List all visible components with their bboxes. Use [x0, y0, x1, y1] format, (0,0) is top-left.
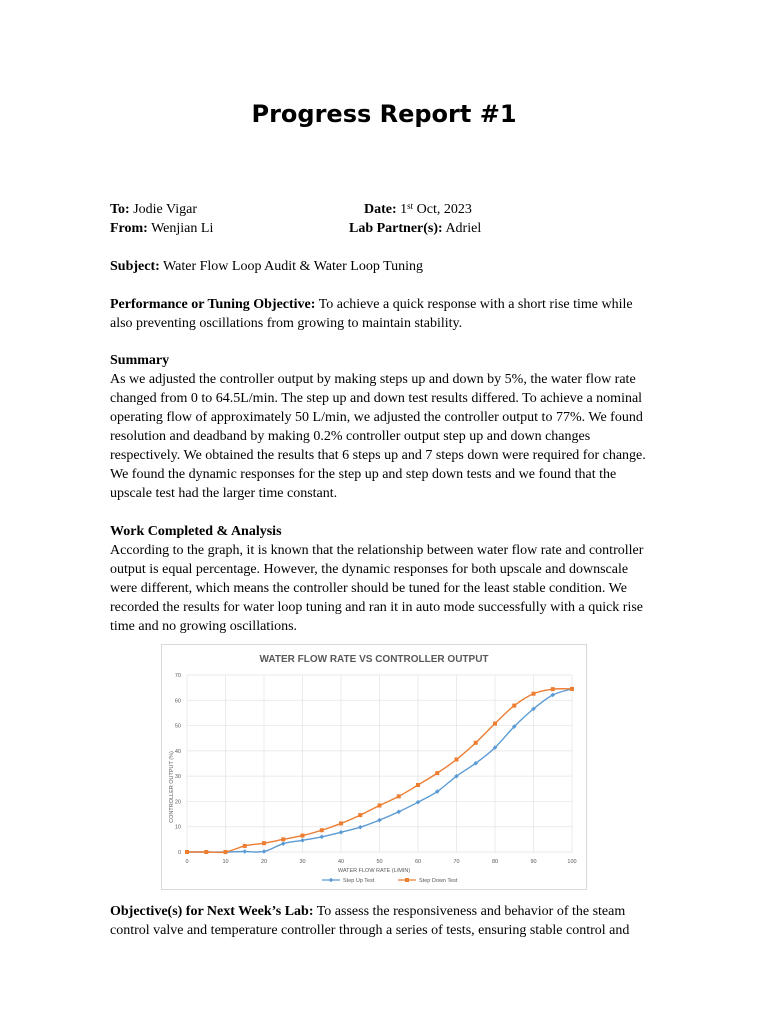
y-tick-label: 0	[177, 850, 181, 856]
step-down-point	[532, 692, 536, 696]
step-up-point	[281, 841, 286, 846]
x-tick-label: 10	[222, 859, 229, 865]
date-line	[364, 200, 472, 219]
step-down-point	[320, 828, 324, 832]
step-down-point	[474, 741, 478, 745]
subject-value: Water Flow Loop Audit & Water Loop Tuning	[163, 259, 424, 274]
x-tick-label: 100	[567, 859, 577, 865]
next-week-text: To assess the responsiveness and behavior of the steam control valve and temperature controller through a series of tests, ensuring stable control and	[110, 904, 630, 938]
step-up-point	[300, 838, 305, 843]
summary-section	[110, 351, 658, 503]
objective-text: To achieve a quick response with a short rise time while also preventing oscillations from growing to maintain stability.	[110, 297, 633, 331]
step-up-point	[396, 809, 401, 814]
step-up-point	[377, 818, 382, 823]
next-week-label: Objective(s) for Next Week’s Lab:	[110, 904, 314, 919]
step-down-point	[281, 837, 285, 841]
subject-label: Subject:	[110, 259, 160, 274]
legend-label: Step Up Test	[343, 878, 375, 884]
step-down-point	[551, 687, 555, 691]
step-down-point	[262, 841, 266, 845]
from-label: From:	[110, 221, 148, 236]
x-tick-label: 60	[414, 859, 422, 865]
legend-label: Step Down Test	[419, 878, 458, 884]
from-value: Wenjian Li	[151, 221, 214, 236]
step-down-point	[224, 850, 228, 854]
legend-marker	[329, 878, 334, 883]
objective-paragraph	[110, 295, 658, 333]
x-tick-label: 20	[260, 859, 268, 865]
work-text: According to the graph, it is known that the relationship between water flow rate and controller output is equal percentage. However, the dynamic responses for both upscale and downscale were different, which means the controller should be tuned for the least stable condition. We recorded the results for water loop tuning and ran it in auto mode successfully with a quick rise time and no growing oscillations.	[110, 543, 644, 634]
step-down-point	[397, 794, 401, 798]
step-down-point	[416, 783, 420, 787]
flow-chart	[161, 644, 587, 890]
step-up-point	[319, 835, 324, 840]
step-up-point	[339, 830, 344, 835]
y-tick-label: 40	[174, 748, 181, 755]
summary-heading: Summary	[110, 353, 170, 368]
y-axis-label: CONTROLLER OUTPUT (%)	[169, 751, 175, 823]
work-section	[110, 522, 658, 636]
x-tick-label: 80	[491, 859, 499, 865]
x-tick-label: 50	[376, 859, 383, 865]
to-label: To:	[110, 202, 130, 217]
step-up-point	[242, 849, 247, 854]
y-tick-label: 30	[174, 774, 181, 781]
x-axis-label: WATER FLOW RATE (L/MIN)	[337, 868, 411, 874]
step-down-point	[455, 757, 459, 761]
step-down-point	[435, 771, 439, 775]
x-tick-label: 0	[185, 859, 189, 865]
y-tick-label: 50	[174, 723, 181, 730]
x-tick-label: 40	[337, 859, 345, 865]
step-up-point	[358, 825, 363, 830]
partner-line	[349, 219, 481, 238]
subject-line	[110, 257, 658, 276]
to-value: Jodie Vigar	[133, 202, 198, 217]
date-label: Date:	[364, 202, 397, 217]
step-down-point	[204, 850, 208, 854]
x-tick-label: 90	[530, 859, 537, 865]
step-down-point	[570, 687, 574, 691]
objective-label: Performance or Tuning Objective:	[110, 297, 316, 312]
y-tick-label: 10	[174, 824, 181, 831]
date-suffix: st	[407, 201, 414, 211]
partner-value: Adriel	[445, 221, 482, 236]
step-down-point	[378, 803, 382, 807]
y-tick-label: 70	[174, 673, 181, 679]
page-title: Progress Report #1	[251, 100, 517, 128]
step-down-point	[493, 722, 497, 726]
step-down-point	[243, 844, 247, 848]
step-down-point	[512, 704, 516, 708]
x-tick-label: 70	[453, 859, 460, 865]
date-day: 1	[400, 202, 408, 217]
x-tick-label: 30	[299, 859, 306, 865]
step-down-point	[358, 813, 362, 817]
next-week-paragraph	[110, 902, 658, 940]
y-tick-label: 60	[174, 698, 181, 705]
from-line	[110, 219, 213, 238]
date-rest: Oct, 2023	[416, 202, 472, 217]
step-down-point	[185, 850, 189, 854]
chart-svg	[162, 645, 586, 889]
work-heading: Work Completed & Analysis	[110, 524, 282, 539]
step-down-point	[339, 821, 343, 825]
legend-marker	[405, 878, 409, 882]
partner-label: Lab Partner(s):	[349, 221, 443, 236]
summary-text: As we adjusted the controller output by making steps up and down by 5%, the water flow rate changed from 0 to 64.5L/min. The step up and down test results differed. To achieve a nominal operating flow of approximately 50 L/min, we adjusted the controller output to 77%. We found resolution and deadband by making 0.2% controller output step up and down changes respectively. We obtained the results that 6 steps up and 7 steps down were required for change. We found the dynamic responses for the step up and step down tests and we found that the upscale test had the larger time constant.	[110, 372, 646, 501]
y-tick-label: 20	[174, 799, 181, 806]
step-up-point	[262, 849, 267, 854]
step-down-point	[301, 834, 305, 838]
to-line	[110, 200, 197, 219]
chart-title: WATER FLOW RATE VS CONTROLLER OUTPUT	[259, 654, 489, 665]
